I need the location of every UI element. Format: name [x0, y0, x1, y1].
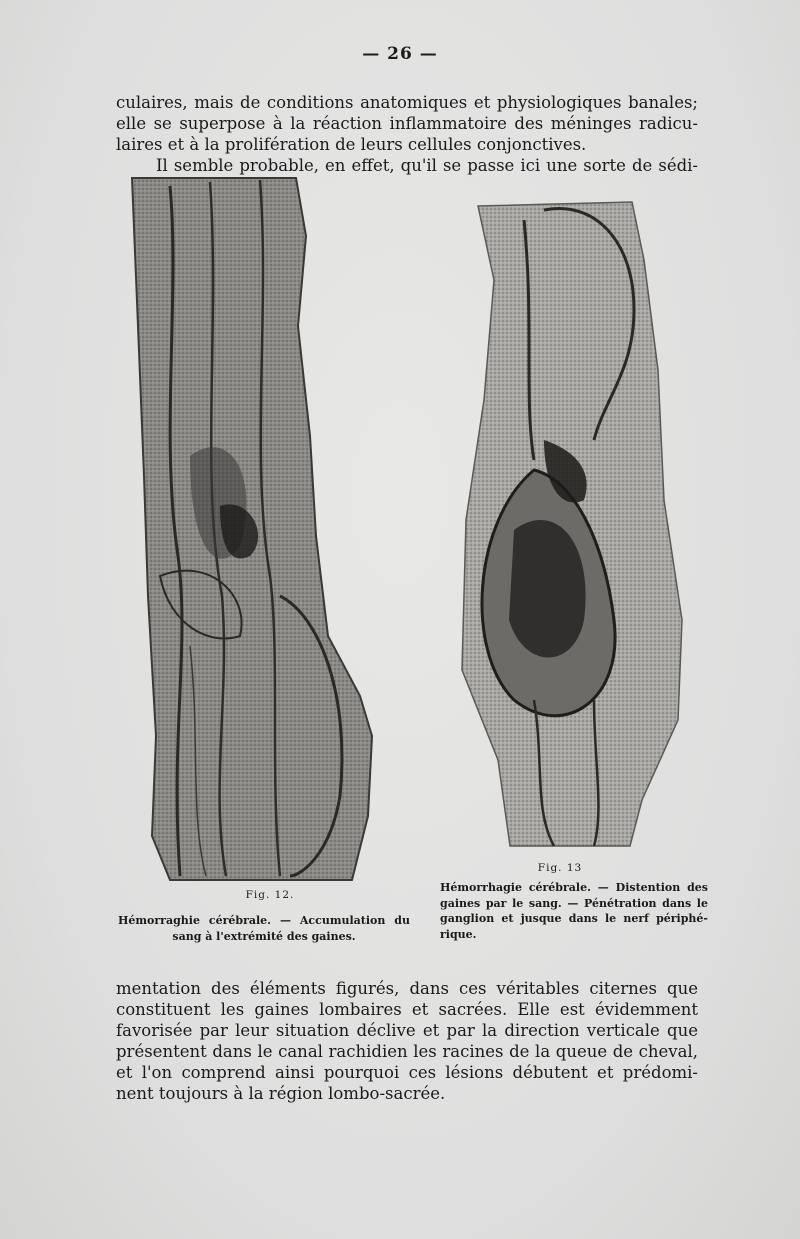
figure-12-caption [118, 913, 410, 944]
caption-line: ganglion et jusque dans le nerf périphé- [440, 912, 708, 925]
caption-line: gaines par le sang. — Pénétration dans le [440, 896, 708, 910]
paragraph-bottom [116, 978, 698, 1104]
text-line: nent toujours à la région lombo-sacrée. [116, 1084, 446, 1103]
text-line: laires et à la prolifération de leurs cellules conjonctives. [116, 135, 587, 154]
text-line: culaires, mais de conditions anatomiques et physiologiques banales; [116, 93, 698, 112]
paragraph-top [116, 92, 698, 176]
figure-13-caption [440, 880, 708, 942]
text-line: présentent dans le canal rachidien les racines de la queue de cheval, [116, 1042, 698, 1061]
caption-line: rique. [440, 927, 477, 941]
text-line: Il semble probable, en effet, qu'il se passe ici une sorte de sédi- [156, 156, 698, 175]
figure-13-label: Fig. 13 [537, 862, 583, 874]
caption-line: Hémorrhagie cérébrale. — Distention des [440, 881, 708, 894]
caption-line: sang à l'extrémité des gaines. [172, 929, 356, 943]
figure-13-illustration [454, 200, 686, 850]
caption-line: Hémorraghie cérébrale. — Accumulation du [118, 914, 410, 927]
figure-12-label: Fig. 12. [245, 889, 295, 901]
text-line: mentation des éléments figurés, dans ces véritables citernes que [116, 979, 698, 998]
text-line: et l'on comprend ainsi pourquoi ces lésions débutent et prédomi- [116, 1063, 698, 1082]
page-number: — 26 — [362, 44, 438, 64]
figure-12-illustration [130, 176, 374, 882]
text-line: favorisée par leur situation déclive et par la direction verticale que [116, 1021, 698, 1040]
text-line: constituent les gaines lombaires et sacrées. Elle est évidemment [116, 1000, 698, 1019]
text-line: elle se superpose à la réaction inflammatoire des méninges radicu- [116, 114, 698, 133]
